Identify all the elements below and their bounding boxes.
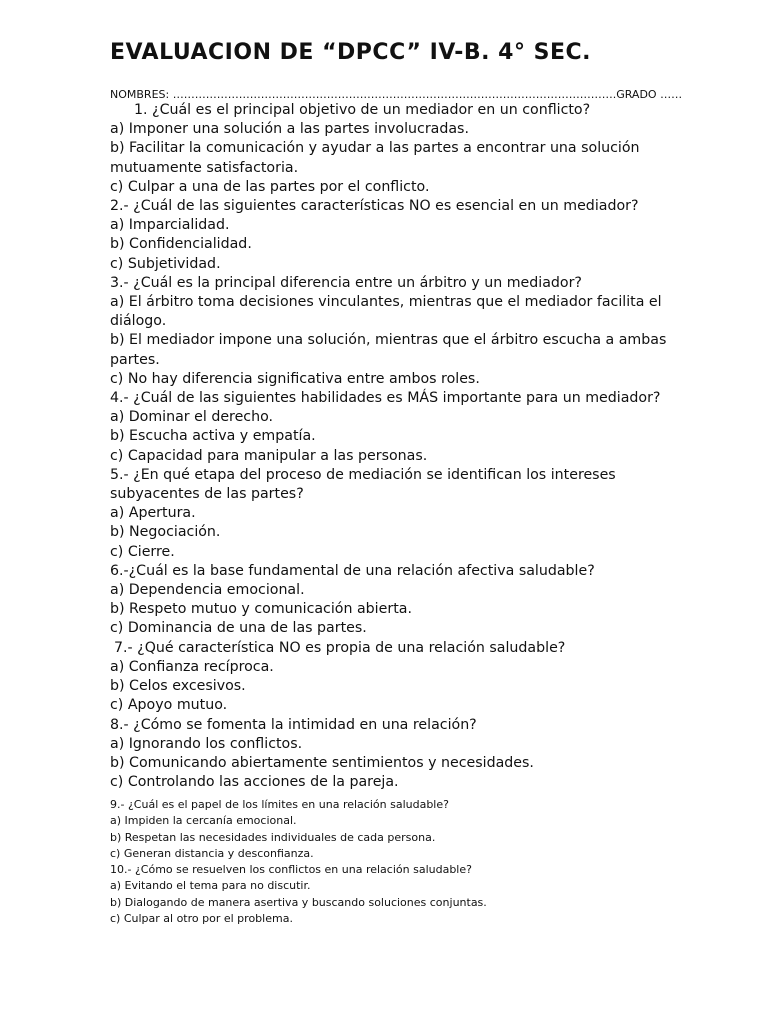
- text-line: a) Evitando el tema para no discutir.: [110, 879, 311, 893]
- text-line: 1. ¿Cuál es el principal objetivo de un mediador en un conflicto?: [134, 102, 591, 118]
- text-line: mutuamente satisfactoria.: [110, 159, 299, 176]
- text-line: b) Celos excesivos.: [110, 678, 246, 695]
- text-line: b) Respeto mutuo y comunicación abierta.: [110, 601, 412, 618]
- text-line: a) El árbitro toma decisiones vinculantes, mientras que el mediador facilita el: [110, 294, 662, 311]
- text-line: c) Subjetividad.: [110, 255, 221, 272]
- text-line: 10.- ¿Cómo se resuelven los conflictos en una relación saludable?: [110, 863, 472, 877]
- text-line: 2.- ¿Cuál de las siguientes características NO es esencial en un mediador?: [110, 198, 639, 215]
- text-line: c) Capacidad para manipular a las personas.: [110, 447, 428, 464]
- text-line: 8.- ¿Cómo se fomenta la intimidad en una relación?: [110, 716, 477, 733]
- text-line: 9.- ¿Cuál es el papel de los límites en una relación saludable?: [110, 798, 449, 811]
- text-line: a) Dependencia emocional.: [110, 582, 305, 599]
- text-line: b) Negociación.: [110, 524, 221, 541]
- text-line: b) Confidencialidad.: [110, 236, 252, 253]
- text-line: b) El mediador impone una solución, mientras que el árbitro escucha a ambas: [110, 332, 667, 349]
- text-line: diálogo.: [110, 313, 167, 330]
- small-questions: [110, 797, 650, 927]
- text-line: a) Imparcialidad.: [110, 217, 230, 234]
- text-line: a) Dominar el derecho.: [110, 409, 274, 426]
- names-grade-line: NOMBRES: ………………………………………………………………………………………………………….GRADO ……: [110, 88, 683, 101]
- text-line: c) Cierre.: [110, 543, 175, 560]
- text-line: 4.- ¿Cuál de las siguientes habilidades es MÁS importante para un mediador?: [110, 390, 661, 407]
- text-line: c) No hay diferencia significativa entre ambos roles.: [110, 370, 480, 387]
- text-line: 6.-¿Cuál es la base fundamental de una relación afectiva saludable?: [110, 562, 595, 579]
- text-line: c) Culpar a una de las partes por el conflicto.: [110, 178, 430, 195]
- questions-body: [110, 101, 667, 792]
- text-line: a) Apertura.: [110, 505, 196, 522]
- text-line: a) Impiden la cercanía emocional.: [110, 814, 297, 828]
- text-line: 5.- ¿En qué etapa del proceso de mediación se identifican los intereses: [110, 466, 616, 483]
- text-line: b) Escucha activa y empatía.: [110, 428, 316, 445]
- text-line: b) Facilitar la comunicación y ayudar a las partes a encontrar una solución: [110, 140, 640, 157]
- text-line: a) Confianza recíproca.: [110, 658, 274, 675]
- text-line: c) Dominancia de una de las partes.: [110, 620, 367, 637]
- text-line: b) Dialogando de manera asertiva y buscando soluciones conjuntas.: [110, 895, 487, 909]
- text-line: 3.- ¿Cuál es la principal diferencia entre un árbitro y un mediador?: [110, 274, 582, 291]
- text-line: a) Ignorando los conflictos.: [110, 735, 303, 752]
- text-line: b) Respetan las necesidades individuales de cada persona.: [110, 830, 436, 844]
- text-line: c) Culpar al otro por el problema.: [110, 912, 293, 926]
- text-line: b) Comunicando abiertamente sentimientos y necesidades.: [110, 754, 534, 771]
- text-line: a) Imponer una solución a las partes involucradas.: [110, 121, 469, 138]
- page-title: EVALUACION DE “DPCC” IV-B. 4° SEC.: [110, 40, 592, 65]
- text-line: 7.- ¿Qué característica NO es propia de una relación saludable?: [114, 639, 566, 656]
- text-line: partes.: [110, 351, 160, 368]
- text-line: subyacentes de las partes?: [110, 486, 304, 503]
- text-line: c) Apoyo mutuo.: [110, 697, 228, 714]
- text-line: c) Controlando las acciones de la pareja.: [110, 774, 399, 791]
- text-line: c) Generan distancia y desconfianza.: [110, 846, 314, 860]
